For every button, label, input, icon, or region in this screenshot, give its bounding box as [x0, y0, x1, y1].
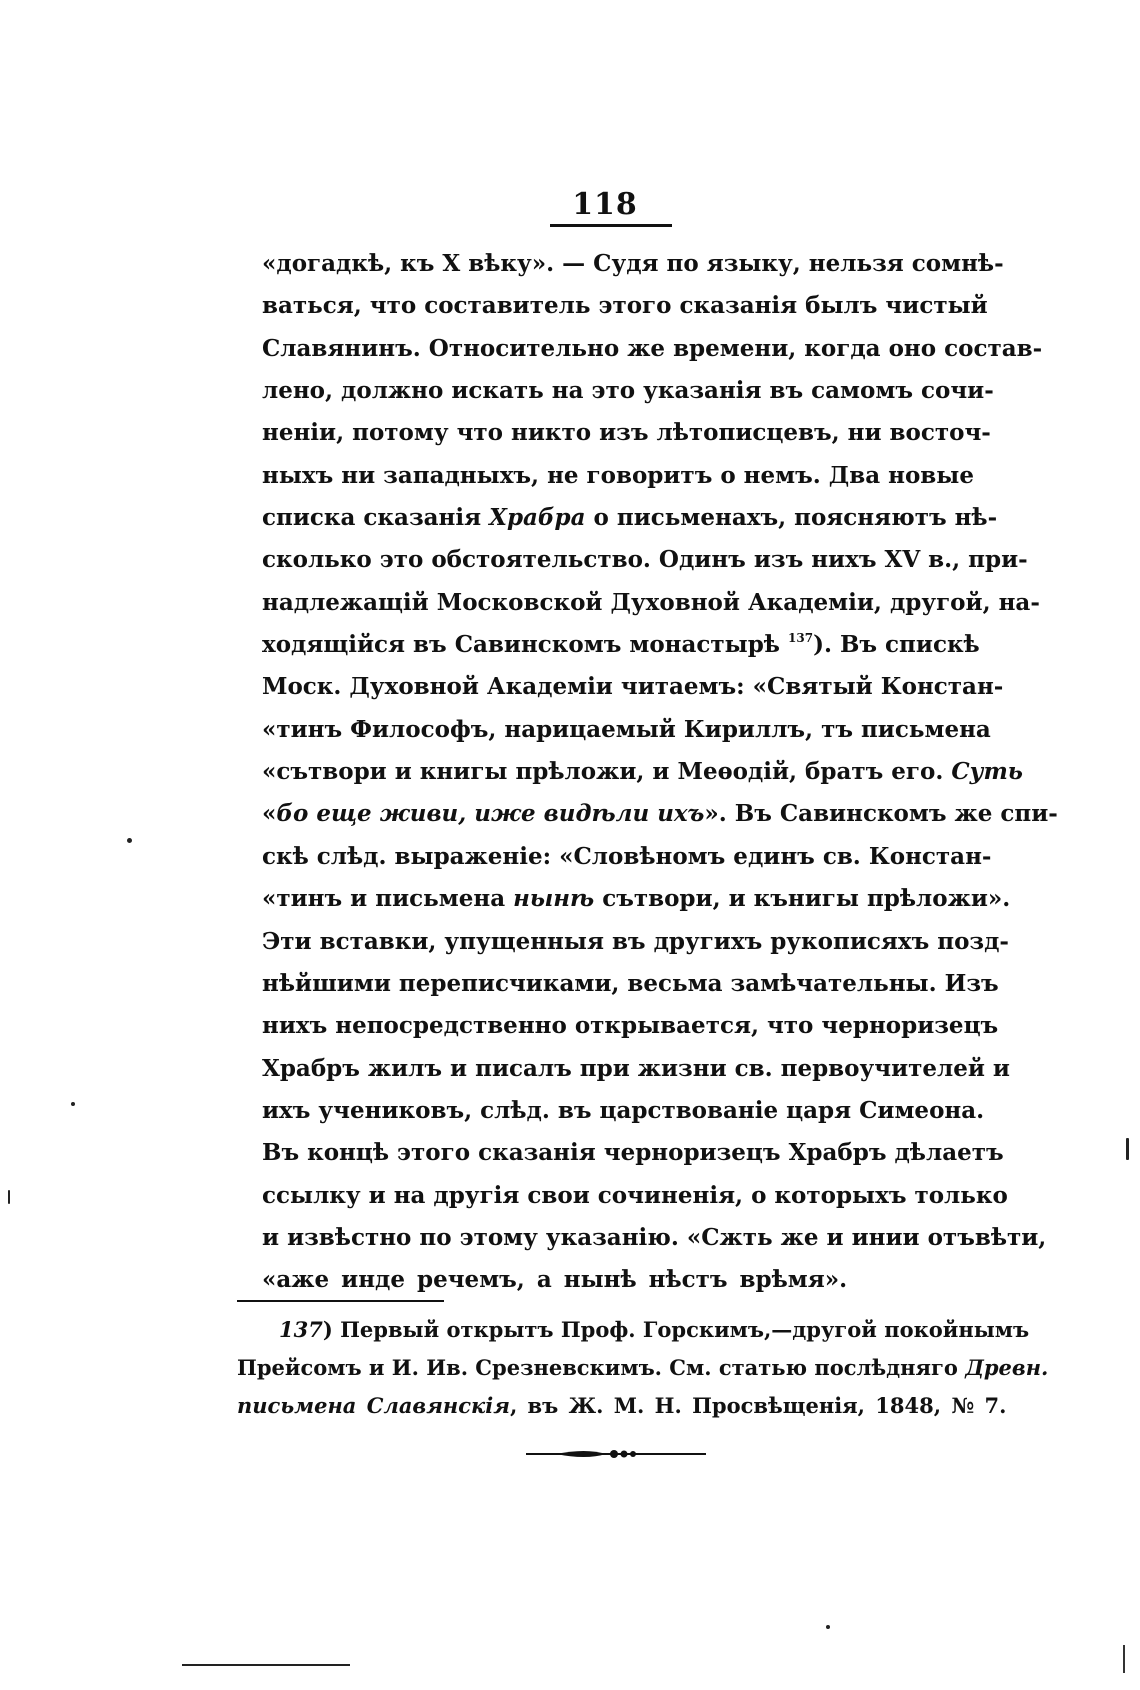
text-segment: ходящійся въ Савинскомъ монастырѣ — [262, 631, 788, 659]
text-segment: скѣ слѣд. выраженіе: «Словѣномъ единъ св. Констан- — [262, 842, 992, 870]
text-segment: сколько это обстоятельство. Одинъ изъ нихъ XV в., при- — [262, 546, 1028, 574]
text-line — [262, 328, 1043, 370]
footnote-number: 137 — [279, 1317, 323, 1342]
text-line — [262, 1090, 985, 1132]
footnote-reference: 137 — [788, 631, 814, 646]
text-line — [262, 1259, 968, 1301]
text-line — [262, 793, 1058, 835]
text-segment: ваться, что составитель этого сказанія былъ чистый — [262, 292, 988, 320]
text-segment: нихъ непосредственно открывается, что черноризецъ — [262, 1012, 999, 1040]
text-segment: ». Въ Савинскомъ же спи- — [704, 800, 1058, 828]
text-segment: «сътвори и книгы прѣложи, и Меѳодій, братъ его. — [262, 758, 952, 786]
text-line — [262, 455, 974, 497]
text-segment: Въ концѣ этого сказанія черноризецъ Храбръ дѣлаетъ — [262, 1139, 1004, 1167]
text-segment: надлежащій Московской Духовной Академіи, другой, на- — [262, 588, 1040, 616]
text-segment: Моск. Духовной Академіи читаемъ: «Святый Констан- — [262, 673, 1004, 701]
text-line — [262, 1048, 1010, 1090]
text-segment: Храбръ жилъ и писалъ при жизни св. первоучителей и — [262, 1054, 1010, 1082]
text-segment: списка сказанія — [262, 504, 490, 532]
scan-speck — [1126, 1138, 1129, 1160]
scan-speck — [127, 838, 132, 843]
text-line — [262, 285, 988, 327]
text-segment: ссылку и на другія свои сочиненія, о которыхъ только — [262, 1181, 1008, 1209]
text-segment: нѣйшими переписчиками, весьма замѣчательны. Изъ — [262, 969, 999, 997]
edge-mark — [1123, 1645, 1125, 1673]
footnote-line — [237, 1387, 1007, 1425]
end-ornament-icon — [526, 1446, 706, 1462]
page-number-underline — [550, 224, 672, 227]
footnote-text: Прейсомъ и И. Ив. Срезневскимъ. См. статью послѣдняго — [237, 1355, 966, 1380]
text-segment: Славянинъ. Относительно же времени, когда оно состав- — [262, 334, 1043, 362]
text-line — [262, 921, 1009, 963]
page-number: 118 — [572, 187, 638, 222]
scan-speck — [71, 1102, 75, 1106]
text-line — [262, 624, 980, 666]
text-line — [262, 1132, 1004, 1174]
italic-quote: бо еще живи, иже видѣли ихъ — [276, 800, 705, 828]
scan-speck — [8, 1190, 10, 1204]
text-line — [262, 1175, 1008, 1217]
text-segment: сътвори, и кънигы прѣложи». — [594, 885, 1011, 913]
text-segment: и извѣстно по этому указанію. «Сжть же и инии отъвѣти, — [262, 1223, 1047, 1251]
text-line — [262, 836, 992, 878]
footnote-italic: письмена Славянскія — [237, 1393, 510, 1418]
text-segment: ). Въ спискѣ — [813, 631, 980, 659]
text-segment: «догадкѣ, къ X вѣку». — Судя по языку, нельзя сомнѣ- — [262, 250, 1004, 277]
italic-quote: Суть — [951, 758, 1023, 786]
footnote-text: , въ Ж. М. Н. Просвѣщенія, 1848, № 7. — [509, 1393, 1007, 1418]
text-segment: «аже инде речемъ, а нынѣ нѣстъ врѣмя». — [262, 1266, 848, 1294]
text-line — [262, 243, 1004, 285]
footnote-line — [237, 1349, 1049, 1387]
text-line — [262, 709, 991, 751]
text-segment: Эти вставки, упущенныя въ другихъ рукописяхъ позд- — [262, 927, 1009, 955]
text-line — [262, 497, 998, 539]
body-text — [262, 243, 1058, 1302]
text-line — [262, 412, 991, 454]
footnote-line — [237, 1311, 1030, 1349]
scan-speck — [826, 1625, 830, 1629]
footnote-separator — [237, 1300, 444, 1302]
text-segment: «тинъ Философъ, нарицаемый Кириллъ, тъ письмена — [262, 715, 991, 743]
text-segment: « — [262, 800, 277, 828]
italic-name: Храбра — [489, 504, 586, 532]
footnotes — [237, 1311, 1049, 1425]
text-line — [262, 878, 1011, 920]
text-line — [262, 751, 1023, 793]
italic-quote: нынѣ — [513, 885, 595, 913]
text-segment: ныхъ ни западныхъ, не говоритъ о немъ. Два новые — [262, 461, 974, 489]
text-line — [262, 666, 1004, 708]
text-line — [262, 539, 1028, 581]
footnote-italic: Древн. — [965, 1355, 1049, 1380]
text-line — [262, 963, 999, 1005]
text-segment: о письменахъ, поясняютъ нѣ- — [585, 504, 998, 532]
text-line — [262, 582, 1040, 624]
text-line — [262, 1217, 1047, 1259]
bottom-rule — [182, 1664, 350, 1666]
text-segment: неніи, потому что никто изъ лѣтописцевъ, ни восточ- — [262, 419, 991, 447]
footnote-text: ) Первый открытъ Проф. Горскимъ,—другой покойнымъ — [322, 1317, 1030, 1342]
text-line — [262, 370, 994, 412]
text-segment: ихъ учениковъ, слѣд. въ царствованіе царя Симеона. — [262, 1096, 985, 1124]
text-line — [262, 1005, 999, 1047]
text-segment: лено, должно искать на это указанія въ самомъ сочи- — [262, 377, 994, 405]
text-segment: «тинъ и письмена — [262, 885, 514, 913]
